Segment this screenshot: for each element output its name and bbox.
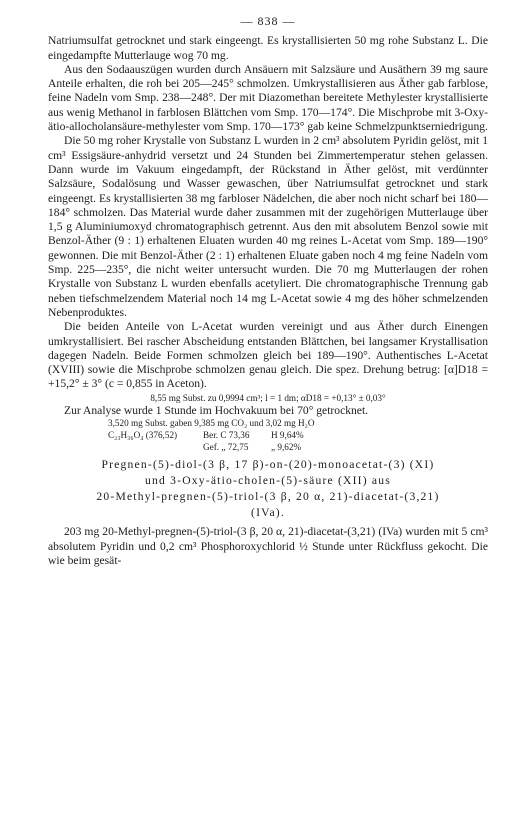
- paragraph-1: Natriumsulfat getrocknet und stark eingeengt. Es krystallisierten 50 mg rohe Substanz L. Die eingedampfte Mutterlauge wog 70 mg.: [48, 34, 488, 62]
- analysis-intro: Zur Analyse wurde 1 Stunde im Hochvakuum bei 70° getrocknet.: [64, 403, 369, 417]
- page-number: — 838 —: [240, 14, 296, 28]
- paragraph-4: Die beiden Anteile von L-Acetat wurden vereinigt und aus Äther durch Einengen umkrystallisiert. Bei rascher Abscheidung entstanden Blättchen, bei langsamer Krystallisation dagegen Nadeln. Beide Formen schmolzen gleich bei 189—190°. Authentisches L-Acetat (XVIII) sowie die Mischprobe schmolzen genau gleich. Die spez. Drehung betrug: [α]D18 = +15,2° ± 3° (c = 0,855 in Aceton).: [48, 320, 488, 391]
- paragraph-5: 203 mg 20-Methyl-pregnen-(5)-triol-(3 β, 20 α, 21)-diacetat-(3,21) (IVa) wurden mit 5 cm³ absolutem Pyridin und 0,2 cm³ Phosphoroxychlorid ½ Stunde unter Rückfluss gekocht. Die wie beim gesät-: [48, 525, 488, 567]
- section-heading-line-1: Pregnen-(5)-diol-(3 β, 17 β)-on-(20)-monoacetat-(3) (XI): [101, 458, 435, 472]
- analysis-found-carbon: Gef. „ 72,75: [203, 441, 249, 452]
- analysis-formula: C₂₃H₃₆O₄ (376,52): [108, 429, 178, 440]
- paragraph-3: Die 50 mg roher Krystalle von Substanz L wurden in 2 cm³ absolutem Pyridin gelöst, mit 1 cm³ Essigsäure-anhydrid versetzt und 24 Stunden bei Zimmertemperatur stehen gelassen. Dann wurde im Vakuum eingedampft, der Rückstand in Äther gelöst, mit verdünnter Salzsäure, Sodalösung und Wasser gewaschen, über Natriumsulfat getrocknet und stark eingeengt. Es krystallisierten 38 mg farbloser Nädelchen, die aber noch nicht scharf bei 180—184° schmolzen. Das Material wurde daher zusammen mit der zugehörigen Mutterlauge über 1,5 g Aluminiumoxyd chromatographisch getrennt. Aus den mit absolutem Benzol sowie mit Benzol-Äther (9 : 1) erhaltenen Eluaten wurden 40 mg reines L-Acetat vom Smp. 189—190° gewonnen. Die mit Benzol-Äther (2 : 1) erhaltenen Eluate gaben noch 4 mg feine Nadeln vom Smp. 225—235°, die nicht weiter untersucht wurden. Die 70 mg Mutterlaugen der rohen Krystalle von Substanz L wurden ebenfalls acetyliert. Die chromatographische Trennung gab neben tiefschmelzendem Material noch 14 mg L-Acetat sowie 4 mg des höher schmelzenden Nebenproduktes.: [48, 134, 488, 319]
- section-heading-line-3: 20-Methyl-pregnen-(5)-triol-(3 β, 20 α, 21)-diacetat-(3,21): [96, 490, 440, 504]
- analysis-calculated-row: [108, 430, 488, 442]
- section-heading-line-4: (IVa).: [251, 506, 285, 520]
- section-heading: [48, 457, 488, 521]
- analysis-calc-carbon: Ber. C 73,36: [203, 429, 250, 440]
- paragraph-2: Aus den Sodaauszügen wurden durch Ansäuern mit Salzsäure und Ausäthern 39 mg saure Anteile erhalten, die roh bei 205—245° schmolzen. Umkrystallisieren aus Äther gab farblose, feine Nadeln vom Smp. 238—248°. Der mit Diazomethan bereitete Methylester krystallisierte aus wenig Methanol in farblosen Blättchen vom Smp. 170—174°. Die Mischprobe mit 3-Oxy-ätio-allocholansäure-methylester vom Smp. 170—173° gab keine Schmelzpunktserniedrigung.: [48, 62, 488, 134]
- document-page: [48, 14, 488, 568]
- analysis-found-row: [108, 442, 488, 454]
- rotation-measurement: 8,55 mg Subst. zu 0,9994 cm³; l = 1 dm; αD18 = +0,13° ± 0,03°: [150, 392, 386, 403]
- section-heading-line-2: und 3-Oxy-ätio-cholen-(5)-säure (XII) aus: [145, 474, 391, 488]
- elemental-analysis: [108, 418, 488, 453]
- analysis-sample-line: 3,520 mg Subst. gaben 9,385 mg CO₂ und 3,02 mg H₂O: [108, 418, 315, 429]
- analysis-found-hydrogen: „ 9,62%: [271, 441, 302, 452]
- analysis-calc-hydrogen: H 9,64%: [271, 429, 304, 440]
